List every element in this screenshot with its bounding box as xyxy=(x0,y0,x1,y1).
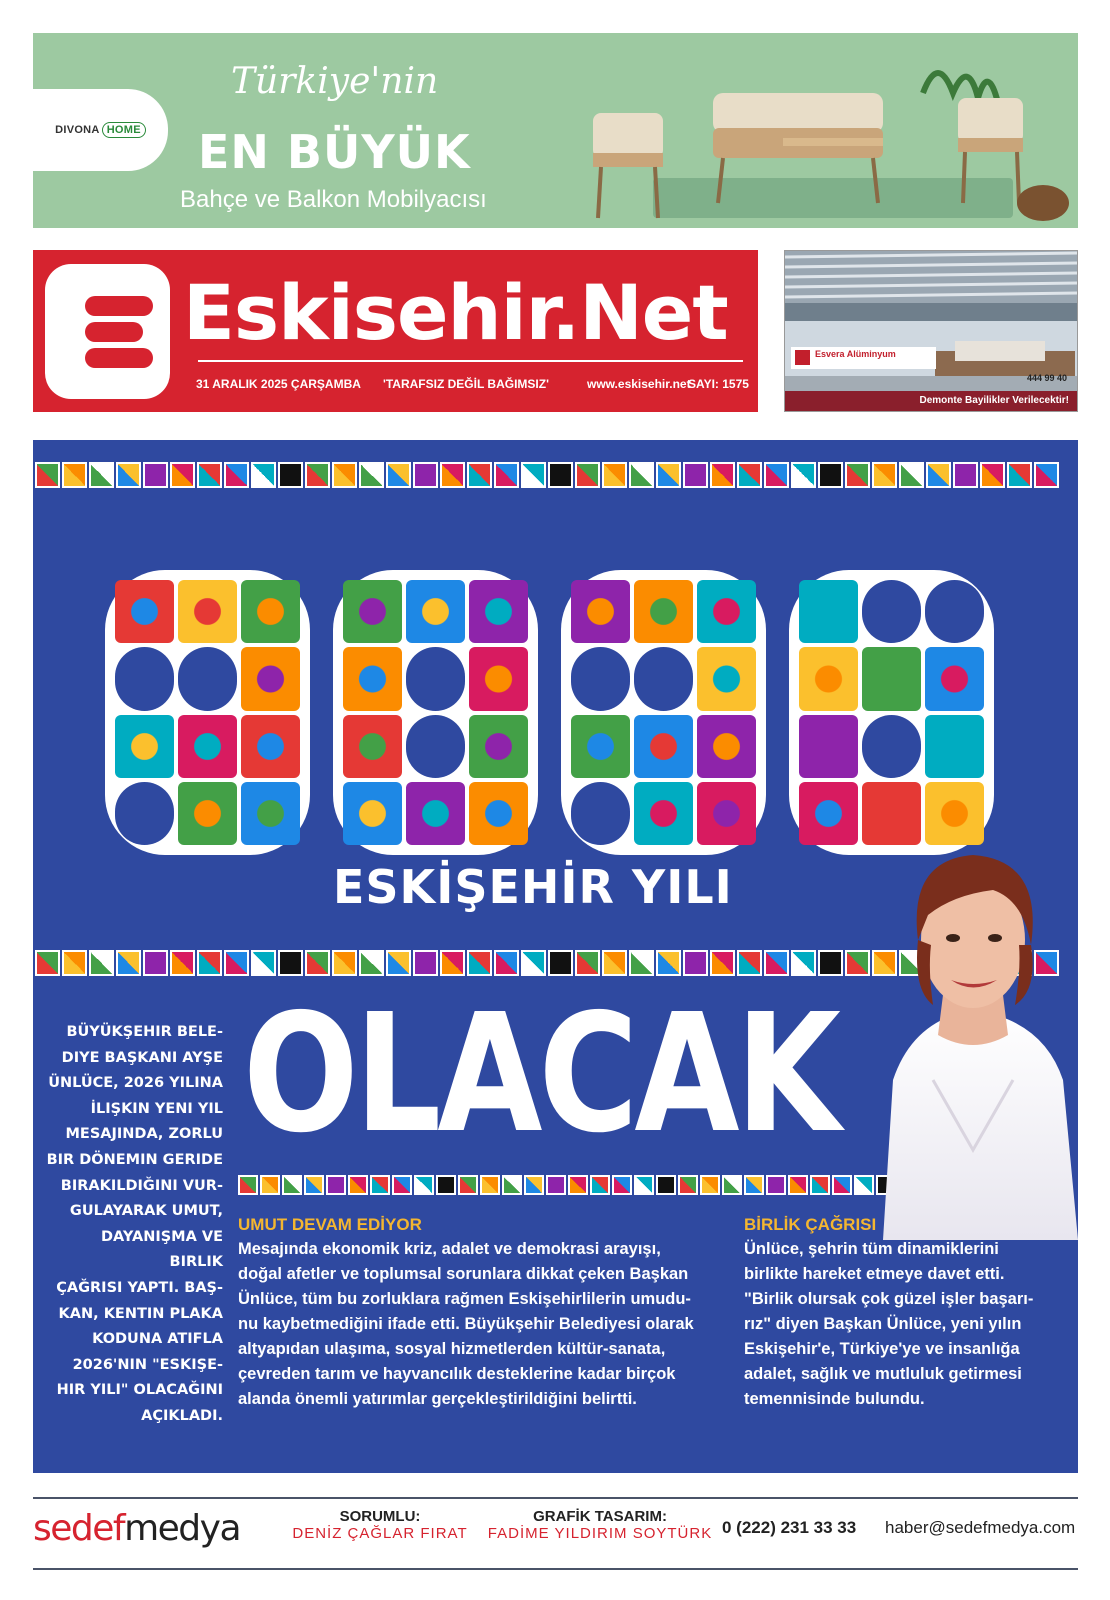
divona-home-logo xyxy=(33,89,168,171)
pergola-illustration xyxy=(785,251,1078,321)
footer-phone[interactable]: 0 (222) 231 33 33 xyxy=(722,1518,857,1537)
year-digit-6 xyxy=(789,570,994,855)
footer-bottom-rule xyxy=(33,1568,1078,1570)
pattern-tile xyxy=(710,462,735,488)
motif-tile xyxy=(241,580,300,643)
side-ad-brand: Esvera Alüminyum xyxy=(815,349,896,359)
pattern-tile xyxy=(764,950,789,976)
pattern-tile xyxy=(305,950,330,976)
summary-column xyxy=(43,1020,223,1430)
pattern-tile xyxy=(326,1175,346,1195)
column-text-umut xyxy=(238,1237,694,1412)
text-line: DAYANIŞMA VE BIRLIK xyxy=(100,1228,223,1271)
pattern-tile xyxy=(224,950,249,976)
year-2026-mosaic xyxy=(105,570,1015,855)
mayor-portrait xyxy=(873,820,1078,1240)
ad-subline: Bahçe ve Balkon Mobilyacısı xyxy=(180,186,487,213)
digit-cutout xyxy=(115,647,174,710)
digit-cutout xyxy=(634,647,693,710)
pattern-tile xyxy=(386,950,411,976)
pattern-tile xyxy=(546,1175,566,1195)
credit-name: DENİZ ÇAĞLAR FIRAT xyxy=(292,1525,468,1542)
pattern-tile xyxy=(494,462,519,488)
pattern-tile xyxy=(224,462,249,488)
pattern-tile xyxy=(656,950,681,976)
text-line: temennisinde bulundu. xyxy=(744,1390,925,1408)
motif-tile xyxy=(469,580,528,643)
pattern-tile xyxy=(548,950,573,976)
sedef-medya-logo xyxy=(33,1508,240,1549)
side-advertisement[interactable] xyxy=(784,250,1078,412)
motif-tile xyxy=(406,580,465,643)
logo-part-sedef: sedef xyxy=(33,1508,125,1549)
pattern-tile xyxy=(678,1175,698,1195)
pattern-tile xyxy=(737,950,762,976)
year-digit-0 xyxy=(333,570,538,855)
pattern-tile xyxy=(386,462,411,488)
digit-cutout xyxy=(862,715,921,778)
motif-tile xyxy=(343,782,402,845)
pattern-tile xyxy=(722,1175,742,1195)
pattern-tile xyxy=(764,462,789,488)
motif-tile xyxy=(469,782,528,845)
text-line: Eskişehir'e, Türkiye'ye ve insanlığa xyxy=(744,1340,1020,1358)
tile-border-mini xyxy=(238,1175,908,1195)
issue-date: 31 ARALIK 2025 ÇARŞAMBA xyxy=(196,377,361,391)
pattern-tile xyxy=(467,462,492,488)
motif-tile xyxy=(799,580,858,643)
credit-role: GRAFİK TASARIM: xyxy=(533,1508,667,1525)
pattern-tile xyxy=(251,462,276,488)
pattern-tile xyxy=(737,462,762,488)
pattern-tile xyxy=(440,950,465,976)
pattern-tile xyxy=(634,1175,654,1195)
pattern-tile xyxy=(436,1175,456,1195)
ad-logo-home: HOME xyxy=(102,122,146,138)
pattern-tile xyxy=(413,950,438,976)
pattern-tile xyxy=(926,462,951,488)
eskisehir-net-logo-icon xyxy=(45,264,170,399)
text-line: altyapıdan ulaşıma, sosyal hizmetlerden kültür-sanata, xyxy=(238,1340,666,1358)
pattern-tile xyxy=(392,1175,412,1195)
year-digit-2 xyxy=(561,570,766,855)
pattern-tile xyxy=(89,462,114,488)
pattern-tile xyxy=(494,950,519,976)
motif-tile xyxy=(634,782,693,845)
motif-tile xyxy=(178,580,237,643)
pattern-tile xyxy=(370,1175,390,1195)
side-ad-footer: Demonte Bayilikler Verilecektir! xyxy=(785,391,1077,411)
text-line: 2026'NIN "ESKIŞE- xyxy=(72,1356,223,1373)
pattern-tile xyxy=(332,950,357,976)
pattern-tile xyxy=(791,462,816,488)
pattern-tile xyxy=(260,1175,280,1195)
motif-tile xyxy=(115,580,174,643)
motif-tile xyxy=(571,580,630,643)
text-line: ÇAĞRISI YAPTI. BAŞ- xyxy=(56,1279,223,1296)
motif-tile xyxy=(469,647,528,710)
motif-tile xyxy=(343,580,402,643)
motif-tile xyxy=(571,715,630,778)
column-text-birlik xyxy=(744,1237,1033,1412)
pattern-tile xyxy=(35,950,60,976)
pattern-tile xyxy=(612,1175,632,1195)
pattern-tile xyxy=(238,1175,258,1195)
motif-tile xyxy=(406,782,465,845)
pattern-tile xyxy=(414,1175,434,1195)
tile-border-top xyxy=(33,462,1078,488)
pattern-tile xyxy=(89,950,114,976)
pattern-tile xyxy=(348,1175,368,1195)
text-line: alanda önemli yatırımlar gerçekleştirildiğini belirtti. xyxy=(238,1390,637,1408)
motif-tile xyxy=(343,647,402,710)
footer-top-rule xyxy=(33,1497,1078,1499)
motif-tile xyxy=(697,580,756,643)
motif-tile xyxy=(799,715,858,778)
digit-cutout xyxy=(925,580,984,643)
pattern-tile xyxy=(359,950,384,976)
motif-tile xyxy=(697,647,756,710)
pattern-tile xyxy=(35,462,60,488)
pattern-tile xyxy=(521,950,546,976)
pattern-tile xyxy=(282,1175,302,1195)
credit-role: SORUMLU: xyxy=(339,1508,421,1525)
pattern-tile xyxy=(845,462,870,488)
motif-tile xyxy=(469,715,528,778)
credit-name: FADİME YILDIRIM SOYTÜRK xyxy=(487,1525,713,1542)
pattern-tile xyxy=(143,950,168,976)
text-line: rız" diyen Başkan Ünlüce, yeni yılın xyxy=(744,1315,1022,1333)
motif-tile xyxy=(343,715,402,778)
text-line: nu kaybetmediğini ifade etti. Büyükşehir Belediyesi olarak xyxy=(238,1315,694,1333)
website-link[interactable]: www.eskisehir.net xyxy=(587,377,691,391)
pattern-tile xyxy=(683,950,708,976)
pattern-tile xyxy=(521,462,546,488)
pattern-tile xyxy=(700,1175,720,1195)
text-line: GULAYARAK UMUT, xyxy=(69,1203,223,1220)
pattern-tile xyxy=(575,462,600,488)
pattern-tile xyxy=(744,1175,764,1195)
text-line: BIR DÖNEMIN GERIDE xyxy=(46,1151,223,1168)
text-line: çevreden tarım ve hayvancılık desteklerine kadar birçok xyxy=(238,1365,676,1383)
digit-cutout xyxy=(406,715,465,778)
pattern-tile xyxy=(602,950,627,976)
text-line: doğal afetler ve toplumsal sorunlara dikkat çeken Başkan xyxy=(238,1265,689,1283)
credit-sorumlu xyxy=(290,1508,470,1542)
pattern-tile xyxy=(170,950,195,976)
pattern-tile xyxy=(832,1175,852,1195)
pattern-tile xyxy=(818,950,843,976)
pattern-tile xyxy=(602,462,627,488)
year-digit-2 xyxy=(105,570,310,855)
pattern-tile xyxy=(197,462,222,488)
column-heading-birlik: BİRLİK ÇAĞRISI xyxy=(744,1215,877,1234)
text-line: DIYE BAŞKANI AYŞE xyxy=(61,1049,223,1066)
pattern-tile xyxy=(480,1175,500,1195)
pattern-tile xyxy=(953,462,978,488)
feature-headline: OLACAK xyxy=(243,980,837,1170)
pattern-tile xyxy=(440,462,465,488)
text-line: Ünlüce, şehrin tüm dinamiklerini xyxy=(744,1240,999,1258)
pattern-tile xyxy=(810,1175,830,1195)
text-line: Mesajında ekonomik kriz, adalet ve demokrasi arayışı, xyxy=(238,1240,661,1258)
text-line: İLIŞKIN YENI YIL xyxy=(90,1100,223,1117)
digit-cutout xyxy=(571,782,630,845)
ad-script-line: Türkiye'nin xyxy=(231,61,439,102)
pattern-tile xyxy=(548,462,573,488)
digit-cutout xyxy=(115,782,174,845)
ad-headline: EN BÜYÜK xyxy=(198,125,471,179)
pattern-tile xyxy=(305,462,330,488)
pattern-tile xyxy=(278,950,303,976)
side-ad-phone: 444 99 40 xyxy=(1026,373,1067,383)
esvera-logo-icon xyxy=(795,350,810,365)
motif-tile xyxy=(241,715,300,778)
pattern-tile xyxy=(304,1175,324,1195)
text-line: AÇIKLADI. xyxy=(141,1407,223,1424)
motif-tile xyxy=(697,782,756,845)
text-line: Ünlüce, tüm bu zorluklara rağmen Eskişehirlilerin umudu- xyxy=(238,1290,691,1308)
motif-tile xyxy=(634,580,693,643)
motif-tile xyxy=(799,782,858,845)
pattern-tile xyxy=(590,1175,610,1195)
text-line: ÜNLÜCE, 2026 YILINA xyxy=(48,1075,223,1092)
text-line: BÜYÜKŞEHIR BELE- xyxy=(66,1024,223,1040)
text-line: adalet, sağlık ve mutluluk getirmesi xyxy=(744,1365,1022,1383)
pattern-tile xyxy=(575,950,600,976)
digit-cutout xyxy=(571,647,630,710)
pattern-tile xyxy=(818,462,843,488)
pattern-tile xyxy=(710,950,735,976)
pattern-tile xyxy=(788,1175,808,1195)
pattern-tile xyxy=(62,462,87,488)
esvera-brand-box xyxy=(791,347,936,369)
text-line: HIR YILI" OLACAĞINI xyxy=(56,1382,223,1399)
motif-tile xyxy=(799,647,858,710)
pattern-tile xyxy=(899,462,924,488)
digit-cutout xyxy=(178,647,237,710)
pattern-tile xyxy=(656,1175,676,1195)
digit-cutout xyxy=(862,580,921,643)
pattern-tile xyxy=(143,462,168,488)
pattern-tile xyxy=(458,1175,478,1195)
feature-subtitle: ESKİŞEHİR YILI xyxy=(333,860,733,914)
pattern-tile xyxy=(872,462,897,488)
pattern-tile xyxy=(791,950,816,976)
feature-story xyxy=(33,440,1078,1473)
credit-grafik xyxy=(480,1508,720,1542)
motif-tile xyxy=(634,715,693,778)
pattern-tile xyxy=(413,462,438,488)
pattern-tile xyxy=(1034,462,1059,488)
pattern-tile xyxy=(197,950,222,976)
text-line: KAN, KENTIN PLAKA xyxy=(58,1305,223,1322)
pattern-tile xyxy=(170,462,195,488)
pattern-tile xyxy=(845,950,870,976)
pattern-tile xyxy=(62,950,87,976)
pattern-tile xyxy=(116,462,141,488)
text-line: "Birlik olursak çok güzel işler başarı- xyxy=(744,1290,1034,1308)
motif-tile xyxy=(862,647,921,710)
pattern-tile xyxy=(629,950,654,976)
motif-tile xyxy=(178,715,237,778)
motif-tile xyxy=(925,647,984,710)
logo-part-medya: medya xyxy=(124,1508,241,1549)
pattern-tile xyxy=(683,462,708,488)
pattern-tile xyxy=(656,462,681,488)
pattern-tile xyxy=(568,1175,588,1195)
pattern-tile xyxy=(278,462,303,488)
text-line: birlikte hareket etmeye davet etti. xyxy=(744,1265,1005,1283)
motif-tile xyxy=(115,715,174,778)
motif-tile xyxy=(697,715,756,778)
pattern-tile xyxy=(251,950,276,976)
pattern-tile xyxy=(524,1175,544,1195)
motif-tile xyxy=(178,782,237,845)
motif-tile xyxy=(241,782,300,845)
pattern-tile xyxy=(332,462,357,488)
masthead-title: Eskisehir.Net xyxy=(183,268,728,357)
column-heading-umut: UMUT DEVAM EDİYOR xyxy=(238,1215,422,1234)
text-line: KODUNA ATIFLA xyxy=(92,1331,223,1348)
text-line: MESAJINDA, ZORLU xyxy=(65,1126,223,1143)
ad-logo-text: DIVONA xyxy=(55,124,100,136)
pattern-tile xyxy=(980,462,1005,488)
digit-cutout xyxy=(406,647,465,710)
pattern-tile xyxy=(359,462,384,488)
pattern-tile xyxy=(766,1175,786,1195)
issue-number: SAYI: 1575 xyxy=(688,377,749,391)
pattern-tile xyxy=(116,950,141,976)
pattern-tile xyxy=(502,1175,522,1195)
motif-tile xyxy=(925,715,984,778)
pattern-tile xyxy=(467,950,492,976)
top-advertisement[interactable] xyxy=(33,33,1078,228)
text-line: BIRAKILDIĞINI VUR- xyxy=(60,1177,223,1194)
pattern-tile xyxy=(1007,462,1032,488)
footer-email[interactable]: haber@sedefmedya.com xyxy=(885,1518,1076,1537)
garden-furniture-illustration xyxy=(593,53,1073,228)
pattern-tile xyxy=(854,1175,874,1195)
masthead-motto: 'TARAFSIZ DEĞİL BAĞIMSIZ' xyxy=(383,377,549,391)
pattern-tile xyxy=(629,462,654,488)
masthead-divider xyxy=(198,360,743,362)
masthead xyxy=(33,250,758,412)
motif-tile xyxy=(241,647,300,710)
